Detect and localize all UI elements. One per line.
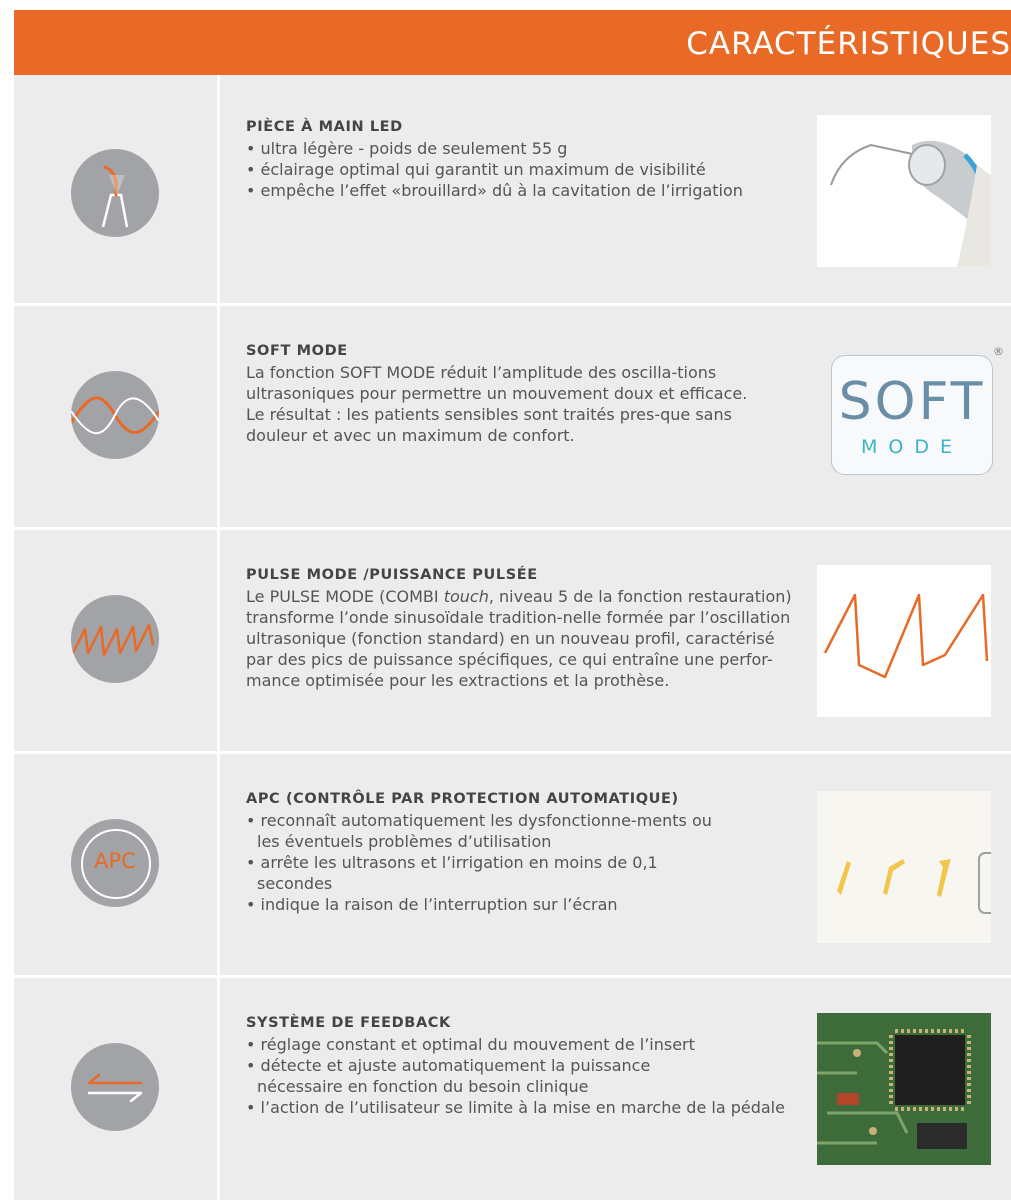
row-divider [14,751,1011,754]
soft-logo-mode: MODE [861,436,963,458]
pulse-wave-graphic [817,565,991,717]
soft-mode-logo [817,337,1004,489]
bullet-item: • éclairage optimal qui garantit un maximum de visibilité [246,159,727,180]
bullet-item: • l’action de l’utilisateur se limite à la mise en marche de la pédale [246,1097,797,1118]
pulse-wave-icon [71,595,159,683]
feature-paragraph: Le résultat : les patients sensibles sont traités pres-que sans douleur et avec un maximum de confort. [246,405,732,445]
soft-wave-icon [71,371,159,459]
bullet-item: • ultra légère - poids de seulement 55 g [246,138,806,159]
feature-title: APC (CONTRÔLE PAR PROTECTION AUTOMATIQUE) [246,791,679,807]
soft-logo-word: SOFT [838,372,986,432]
apc-screen-photo [817,791,991,943]
apc-icon [71,819,159,907]
bullet-item: • empêche l’effet «brouillard» dû à la cavitation de l’irrigation [246,180,747,201]
feature-led-handpiece [246,119,806,201]
column-divider [217,75,220,1200]
feature-feedback [246,1015,806,1118]
led-handpiece-icon [71,149,159,237]
feature-pulse-mode [246,567,806,691]
bullet-list [246,138,806,201]
bullet-item: • réglage constant et optimal du mouvement de l’insert [246,1034,737,1055]
bullet-item: • reconnaît automatiquement les dysfonctionne-ments ou les éventuels problèmes d’utilisation [246,810,727,852]
apc-icon-label: APC [94,849,136,873]
bullet-list [246,1034,806,1118]
feature-title: PULSE MODE /PUISSANCE PULSÉE [246,567,538,583]
row-divider [14,975,1011,978]
page-title: CARACTÉRISTIQUES [686,26,1011,62]
row-divider [14,527,1011,530]
soft-mode-badge [831,355,993,475]
paragraph-italic: touch [443,587,489,606]
features-table [14,75,1011,1200]
feedback-arrows-icon [71,1043,159,1131]
feature-paragraph [246,586,802,691]
feature-apc [246,791,806,915]
header-bar [14,10,1011,75]
feature-soft-mode [246,343,806,446]
led-handpiece-photo [817,115,991,267]
bullet-item: • indique la raison de l’interruption sur l’écran [246,894,806,915]
feature-title: PIÈCE À MAIN LED [246,119,403,135]
bullet-item: • arrête les ultrasons et l’irrigation en moins de 0,1 secondes [246,852,727,894]
bullet-list [246,810,806,915]
paragraph-text: , niveau 5 de la fonction restauration) transforme l’onde sinusoïdale tradition-nelle formée par l’oscillation ultrasonique (fonction standard) en un nouveau profil, caractérisé par des pics de puissance spécifiques, ce qui entraîne une perfor-mance optimisée pour les extractions et la prothèse. [246,587,792,690]
registered-mark: ® [993,345,1004,358]
circuit-board-photo [817,1013,991,1165]
row-divider [14,303,1011,306]
paragraph-text: Le PULSE MODE (COMBI [246,587,444,606]
feature-title: SOFT MODE [246,343,348,359]
bullet-item: • détecte et ajuste automatiquement la puissance nécessaire en fonction du besoin clinique [246,1055,737,1097]
feature-title: SYSTÈME DE FEEDBACK [246,1015,451,1031]
feature-paragraph: La fonction SOFT MODE réduit l’amplitude des oscilla-tions ultrasoniques pour permettre un mouvement doux et efficace. [246,363,748,403]
